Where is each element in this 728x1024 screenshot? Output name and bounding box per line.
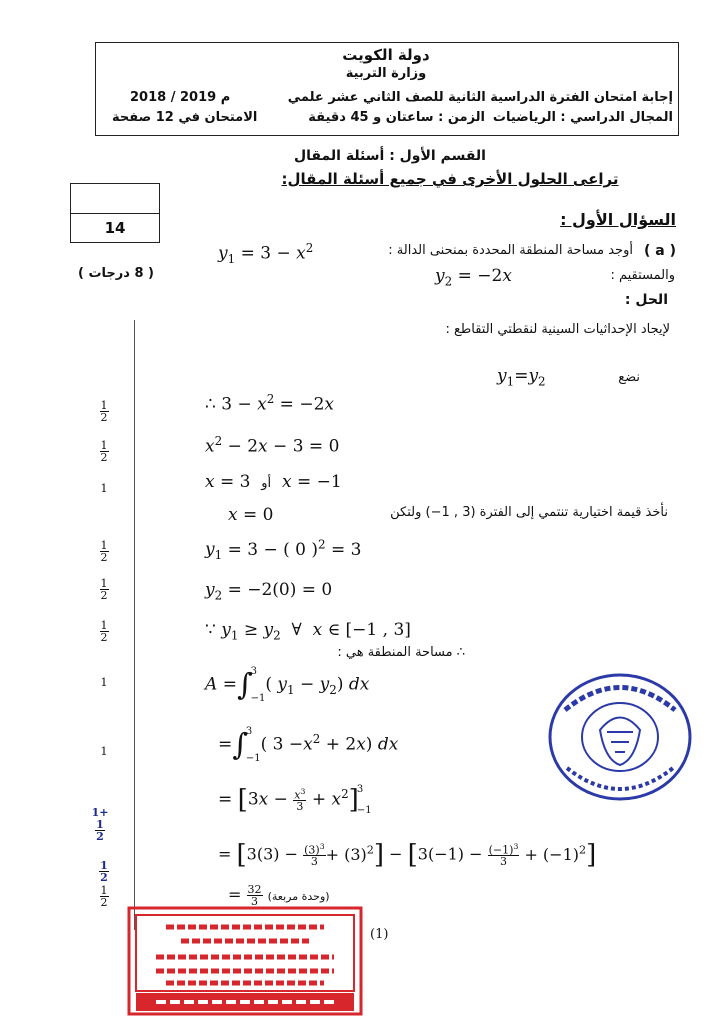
country-name: دولة الكويت (342, 46, 430, 64)
area-text: ∴ مساحة المنطقة هي : (337, 645, 465, 660)
question-text-2: والمستقيم : (610, 268, 675, 283)
step-intro: لإيجاد الإحداثيات السينية لنقطتي التقاطع : (445, 322, 670, 337)
mark-7: 1 (100, 745, 108, 758)
curve-equation: $y_1 = 3 - x^2$ (218, 241, 314, 267)
score-box (70, 183, 160, 243)
mark-10: $\frac{1}{2}$ (100, 884, 108, 909)
eq-step-1: ∴ $3 - x^2 = -2x$ (205, 392, 334, 415)
eq-y1: $y_1 = 3$ − ( 0 )$^2$ = 3 (205, 537, 362, 563)
ministry-blue-stamp (545, 670, 695, 805)
exam-year: 2018 / 2019 م (130, 90, 231, 105)
section-note: تراعى الحلول الأخرى في جميع أسئلة المقال: (281, 170, 619, 188)
test-value: x = 0 (228, 505, 274, 525)
eq-y2: $y_2 = -2(0) = 0$ (205, 580, 333, 603)
eq-step-2: $x^2 - 2x - 3 = 0$ (205, 434, 340, 457)
grading-committee-red-stamp (126, 905, 364, 1017)
question-heading: السؤال الأول : (560, 210, 676, 229)
substitution: = [3(3) − $\frac{(3)^3}{3}$ + $(3)^2] - [3(-1)$ − $\frac{(-1)^3}{3}$ + $(-1)^2$] (218, 840, 597, 870)
question-text-1: أوجد مساحة المنطقة المحددة بمنحنى الدالة : (388, 243, 633, 258)
mark-0: $\frac{1}{2}$ (100, 399, 108, 424)
test-text: نأخذ قيمة اختيارية تنتمي إلى الفترة (3 , 1−) ولتكن (390, 505, 668, 520)
line-equation: $y_2 = -2x$ (435, 266, 512, 289)
mark-2: 1 (100, 482, 108, 495)
eq-step-3: x = 3 أو x = −1 (205, 472, 342, 492)
mark-4: $\frac{1}{2}$ (100, 577, 108, 602)
mark-1: $\frac{1}{2}$ (100, 439, 108, 464)
mark-9: $\frac{1}{2}$ (100, 859, 108, 884)
page-count: الامتحان في 12 صفحة (112, 110, 258, 125)
score-value: 14 (104, 219, 126, 237)
solution-label: الحل : (624, 292, 668, 308)
score-degrees: ( 8 درجات ) (78, 266, 154, 281)
mark-3: $\frac{1}{2}$ (100, 539, 108, 564)
mark-6: 1 (100, 676, 108, 689)
mark-5: $\frac{1}{2}$ (100, 619, 108, 644)
part-label: ( a ) (644, 243, 676, 259)
eq-compare: ∵ $y_1 \ge y_2$ ∀ x ∈ [−1 , 3] (205, 620, 411, 643)
mark-8: 1+ $\frac{1}{2}$ (91, 806, 109, 843)
subject-field: المجال الدراسي : الرياضيات (492, 110, 673, 125)
section-title: القسم الأول : أسئلة المقال (294, 148, 486, 164)
set-equal: $y_1=y_2$ (497, 366, 546, 389)
page-number: (1) (370, 927, 389, 942)
exam-time: الزمن : ساعتان و 45 دقيقة (308, 110, 485, 125)
integral-1: A =∫ 3 −1 ( $y_1 - y_2$) dx (205, 666, 370, 704)
antiderivative: = [3x − $\frac{x^3}{3}$ + $x^2$] 3 −1 (218, 784, 372, 816)
ministry-name: وزارة التربية (345, 66, 427, 81)
exam-title: إجابة امتحان الفترة الدراسية الثانية للصف الثاني عشر علمي (287, 90, 673, 105)
unit-label: (وحدة مربعة) (267, 890, 330, 903)
or-word: أو (261, 476, 272, 491)
put-word: نضع (618, 370, 640, 385)
final-result: = $\frac{32}{3}$ (وحدة مربعة) (228, 883, 330, 908)
integral-2: =∫ 3 −1 ( $3 -x^2 + 2x$) dx (218, 726, 399, 764)
margin-rule (134, 320, 135, 930)
